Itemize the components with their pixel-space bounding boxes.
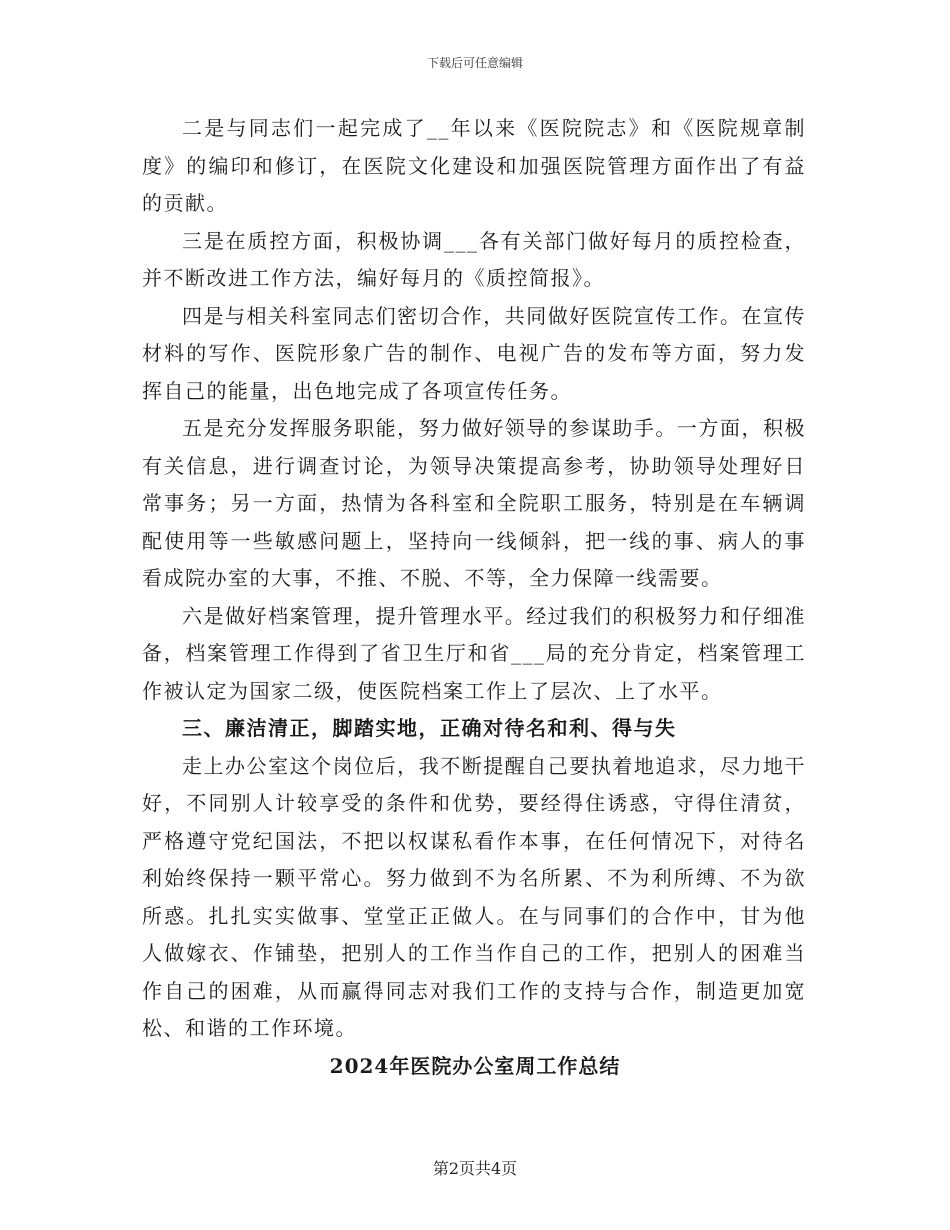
section-heading: 三、廉洁清正，脚踏实地，正确对待名和利、得与失	[182, 716, 677, 740]
next-document-title: 2024年医院办公室周工作总结	[329, 1054, 621, 1078]
paragraph-5: 五是充分发挥服务职能，努力做好领导的参谋助手。一方面，积极有关信息，进行调查讨论，为领导决策提高参考，协助领导处理好日常事务；另一方面，热情为各科室和全院职工服务，特别是在车辆调配使用等一些敏感问题上，坚持向一线倾斜，把一线的事、病人的事看成院办室的大事，不推、不脱、不等，全力保障一线需要。	[142, 416, 806, 590]
page-number: 第2页共4页	[432, 1159, 518, 1178]
paragraph-4: 四是与相关科室同志们密切合作，共同做好医院宣传工作。在宣传材料的写作、医院形象广告的制作、电视广告的发布等方面，努力发挥自己的能量，出色地完成了各项宣传任务。	[142, 303, 806, 403]
document-body	[142, 110, 806, 1048]
header-note: 下载后可任意编辑	[426, 56, 523, 70]
paragraph-3: 三是在质控方面，积极协调___各有关部门做好每月的质控检查，并不断改进工作方法，编好每月的《质控简报》。	[142, 228, 806, 290]
paragraph-2: 二是与同志们一起完成了__年以来《医院院志》和《医院规章制度》的编印和修订，在医院文化建设和加强医院管理方面作出了有益的贡献。	[142, 116, 806, 215]
section-paragraph: 走上办公室这个岗位后，我不断提醒自己要执着地追求，尽力地干好，不同别人计较享受的条件和优势，要经得住诱惑，守得住清贫，严格遵守党纪国法，不把以权谋私看作本事，在任何情况下，对待名利始终保持一颗平常心。努力做到不为名所累、不为利所缚、不为欲所惑。扎扎实实做事、堂堂正正做人。在与同事们的合作中，甘为他人做嫁衣、作铺垫，把别人的工作当作自己的工作，把别人的困难当作自己的困难，从而赢得同志对我们工作的支持与合作，制造更加宽松、和谐的工作环境。	[142, 753, 806, 1040]
paragraph-6: 六是做好档案管理，提升管理水平。经过我们的积极努力和仔细准备，档案管理工作得到了省卫生厅和省___局的充分肯定，档案管理工作被认定为国家二级，使医院档案工作上了层次、上了水平。	[142, 603, 806, 703]
